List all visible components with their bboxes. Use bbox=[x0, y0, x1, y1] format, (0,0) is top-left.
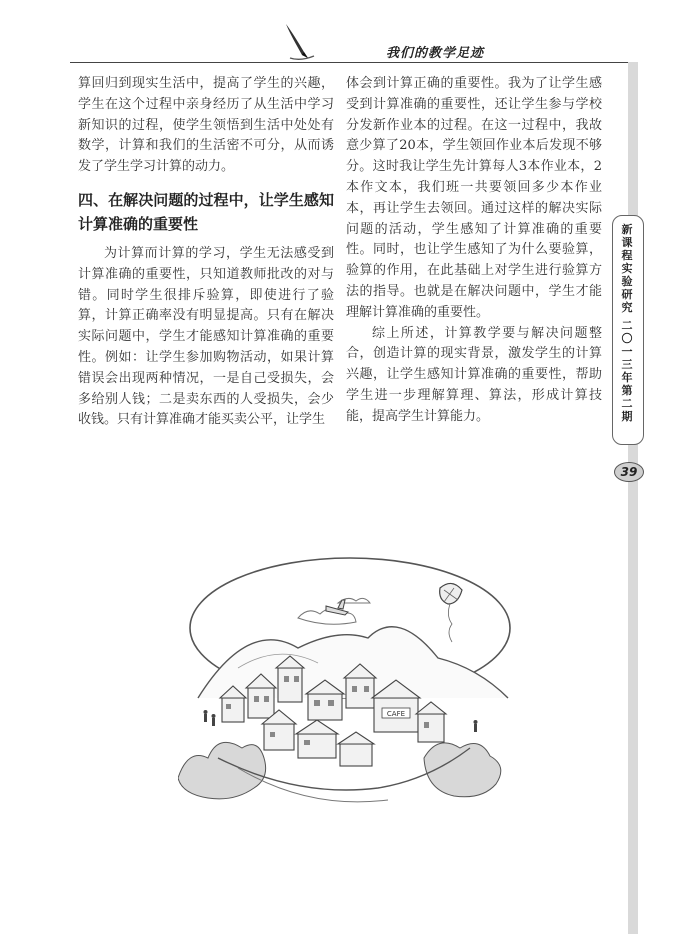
header-title: 我们的教学足迹 bbox=[385, 46, 484, 61]
section-heading: 四、在解决问题的过程中，让学生感知计算准确的重要性 bbox=[78, 190, 334, 233]
sidebar-issue: 二 〇 一 三 年 第 二 期 bbox=[621, 319, 633, 423]
right-paragraph-2: 综上所述，计算教学要与解决问题整合，创造计算的现实背景，激发学生的计算兴趣，让学生感知计算准确的重要性，帮助学生进一步理解算理、算法，形成计算技能，提高学生计算能力。 bbox=[346, 325, 602, 424]
sidebar-journal-name: 新 课 程 实 验 研 究 bbox=[621, 223, 633, 314]
cafe-sign: CAFE bbox=[386, 710, 406, 718]
village-cartoon-illustration bbox=[178, 548, 512, 818]
left-column bbox=[78, 74, 334, 431]
right-paragraph-1: 体会到计算正确的重要性。我为了让学生感受到计算准确的重要性，还让学生参与学校分发新作业本的过程。在这一过程中，我故意少算了20本，学生领回作业本后发现不够分。这时我让学生先计算每人3本作业本，2本作文本，我们班一共要领回多少本作业本，再让学生去领回。通过这样的解决实际问题的活动，学生感知了计算准确的重要性。同时，也让学生感知了为什么要验算，验算的作用，在此基础上对学生进行验算方法的指导。也就是在解决问题中，学生才能理解计算准确的重要性。 bbox=[346, 76, 602, 320]
right-column bbox=[346, 74, 602, 428]
left-paragraph-1: 算回归到现实生活中，提高了学生的兴趣，学生在这个过程中亲身经历了从生活中学习新知识的过程，使学生领悟到生活中处处有数学，计算和我们的生活密不可分，从而诱发了学生学习计算的动力。 bbox=[78, 76, 334, 175]
side-strip bbox=[628, 62, 638, 934]
left-paragraph-2: 为计算而计算的学习，学生无法感受到计算准确的重要性，只知道教师批改的对与错。同时学生很排斥验算，即使进行了验算，计算正确率没有明显提高。只有在解决实际问题中，学生才能感知计算准确的重要性。例如：让学生参加购物活动，如果计算错误会出现两种情况，一是自己受损失，会多给别人钱；二是卖东西的人受损失，会少收钱。只有计算准确才能买卖公平，让学生 bbox=[78, 245, 334, 428]
page-number-badge: 39 bbox=[614, 462, 644, 482]
header-rule bbox=[70, 62, 638, 63]
